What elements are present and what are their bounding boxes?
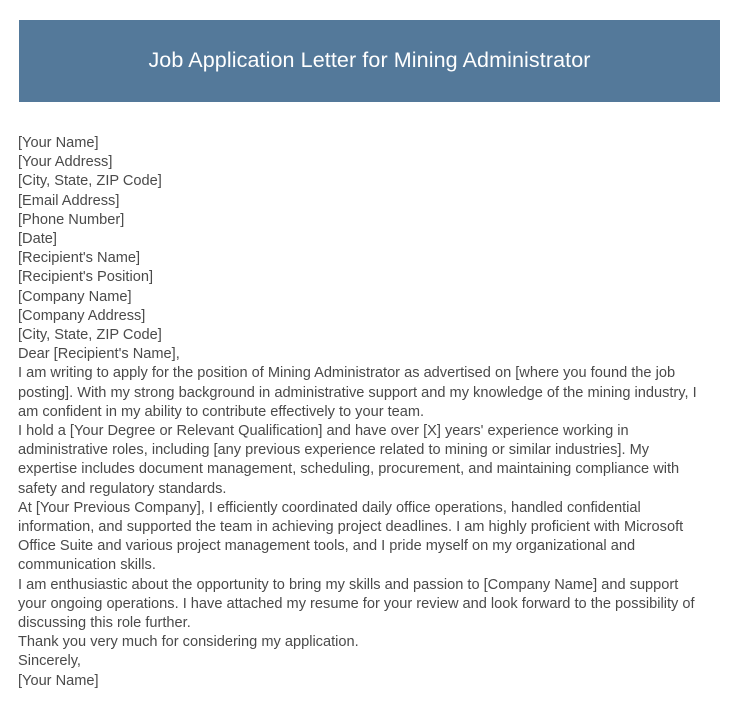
recipient-company-name-line: [Company Name] <box>18 288 132 305</box>
document-header-banner <box>19 20 720 102</box>
recipient-position-line: [Recipient's Position] <box>18 269 154 286</box>
salutation-line: Dear [Recipient's Name], <box>18 346 180 363</box>
recipient-company-address-line: [Company Address] <box>18 307 146 324</box>
letter-paragraph-5: Thank you very much for considering my application. <box>18 634 359 651</box>
recipient-city-state-zip-line: [City, State, ZIP Code] <box>18 327 162 344</box>
sender-phone-line: [Phone Number] <box>18 211 125 228</box>
letter-paragraph-1: I am writing to apply for the position of Mining Administrator as advertised on [where you found the job posting]. With my strong background in administrative support and my knowledge of the mining industry, I am confident in my ability to contribute effectively to your team. <box>18 365 701 420</box>
letter-body <box>18 134 712 691</box>
sender-address-line: [Your Address] <box>18 154 113 171</box>
letter-date-line: [Date] <box>18 231 57 248</box>
recipient-name-line: [Recipient's Name] <box>18 250 141 267</box>
letter-paragraph-3: At [Your Previous Company], I efficiently coordinated daily office operations, handled confidential information, and supported the team in achieving project deadlines. I am highly proficient with Microsoft Office Suite and various project management tools, and I pride myself on my organizational and communication skills. <box>18 499 688 574</box>
page-title: Job Application Letter for Mining Administrator <box>148 48 591 73</box>
letter-paragraph-2: I hold a [Your Degree or Relevant Qualification] and have over [X] years' experience working in administrative roles, including [any previous experience related to mining or similar industries]. My expertise includes document management, scheduling, procurement, and maintaining compliance with safety and regulatory standards. <box>18 423 684 497</box>
sender-email-line: [Email Address] <box>18 192 120 209</box>
closing-line: Sincerely, <box>18 653 81 670</box>
recipient-address-block <box>18 249 712 345</box>
letter-paragraph-4: I am enthusiastic about the opportunity to bring my skills and passion to [Company Name] and support your ongoing operations. I have attached my resume for your review and look forward to the possibility of discussing this role further. <box>18 576 699 632</box>
sender-city-state-zip-line: [City, State, ZIP Code] <box>18 173 162 190</box>
sender-name-line: [Your Name] <box>18 135 99 151</box>
sender-address-block <box>18 134 712 249</box>
signature-name-line: [Your Name] <box>18 672 99 689</box>
